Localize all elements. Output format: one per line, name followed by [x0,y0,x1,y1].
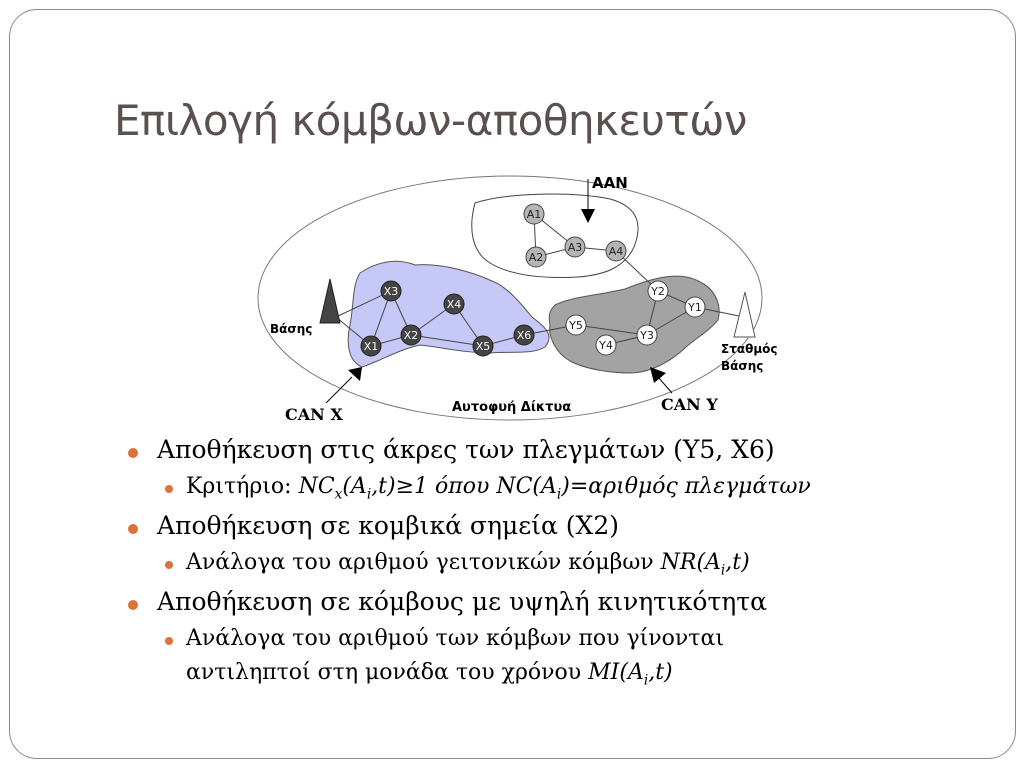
svg-text:Y5: Y5 [569,319,583,332]
bullet-text: Αποθήκευση στις άκρες των πλεγμάτων (Υ5, Χ6) [157,435,775,464]
network-diagram [240,165,780,430]
aan-region [472,194,638,277]
node-y5 [566,315,586,335]
bullet-text: Αποθήκευση σε κόμβους με υψηλή κινητικότητα [157,587,767,616]
svg-text:X4: X4 [446,298,462,311]
node-a3 [565,237,585,257]
slide [9,9,1016,759]
sub-bullet-item [120,622,1000,690]
bullet-icon [128,524,138,534]
neighbor-text: Ανάλογα του αριθμού γειτονικών κόμβων $NR(A_i,t)$ [186,550,750,579]
bullet-icon [128,600,138,610]
node-x4 [444,294,464,314]
node-x1 [361,336,381,356]
svg-text:X3: X3 [383,285,399,298]
base-left-label: Βάσης [270,322,313,336]
node-y3 [637,325,657,345]
criterion-text: Κριτήριο: $NC_x(A_i,t)\ge 1$ όπου $NC(A_i)=\alpha\rho\iota\theta\mu ό\varsigma$ πλεγμάτων [186,474,811,503]
svg-text:A2: A2 [528,251,544,264]
svg-text:Y2: Y2 [651,285,665,298]
bullet-list [120,432,1000,694]
node-a4 [606,241,626,261]
svg-text:Y4: Y4 [599,339,613,352]
sub-bullet-item [120,470,1000,504]
bullet-item [120,508,1000,544]
bullet-icon [128,448,138,458]
bullet-icon [165,485,173,493]
can-y-label: CAN Y [661,395,718,414]
node-x3 [381,281,401,301]
svg-text:Y3: Y3 [640,329,654,342]
base-station-right-icon [734,292,755,337]
node-y2 [648,281,668,301]
sub-bullet-item [120,546,1000,580]
node-y1 [685,297,705,317]
adhoc-label: Αυτοφυή Δίκτυα [452,400,572,415]
aan-label: AAN [592,174,628,192]
bullet-icon [165,637,173,645]
svg-text:X2: X2 [403,329,419,342]
node-x5 [473,336,493,356]
svg-text:X1: X1 [363,340,379,353]
base-right-label-2: Βάσης [721,359,764,373]
base-station-left-icon [320,279,340,323]
svg-text:A3: A3 [567,241,583,254]
can-x-arrow-icon [326,367,362,403]
bullet-item [120,432,1000,468]
can-y-arrow-icon [650,367,672,393]
slide-title: Επιλογή κόμβων-αποθηκευτών [114,96,747,145]
node-a1 [524,204,544,224]
mobility-text-line1: Ανάλογα του αριθμού των κόμβων που γίνονται [186,626,724,651]
node-x2 [401,325,421,345]
svg-text:X5: X5 [475,340,491,353]
bullet-item [120,584,1000,620]
svg-text:A4: A4 [608,245,624,258]
mobility-text-line2: αντιληπτοί στη μονάδα του χρόνου $MI(A_i,t)$ [186,660,673,689]
svg-text:X6: X6 [516,329,532,342]
node-a2 [526,247,546,267]
svg-text:A1: A1 [526,208,542,221]
node-x6 [514,325,534,345]
bullet-icon [165,561,173,569]
svg-text:Y1: Y1 [688,301,702,314]
base-right-label-1: Σταθμός [721,342,778,356]
can-x-label: CAN X [285,405,343,424]
node-y4 [596,335,616,355]
bullet-text: Αποθήκευση σε κομβικά σημεία (Χ2) [157,511,620,540]
